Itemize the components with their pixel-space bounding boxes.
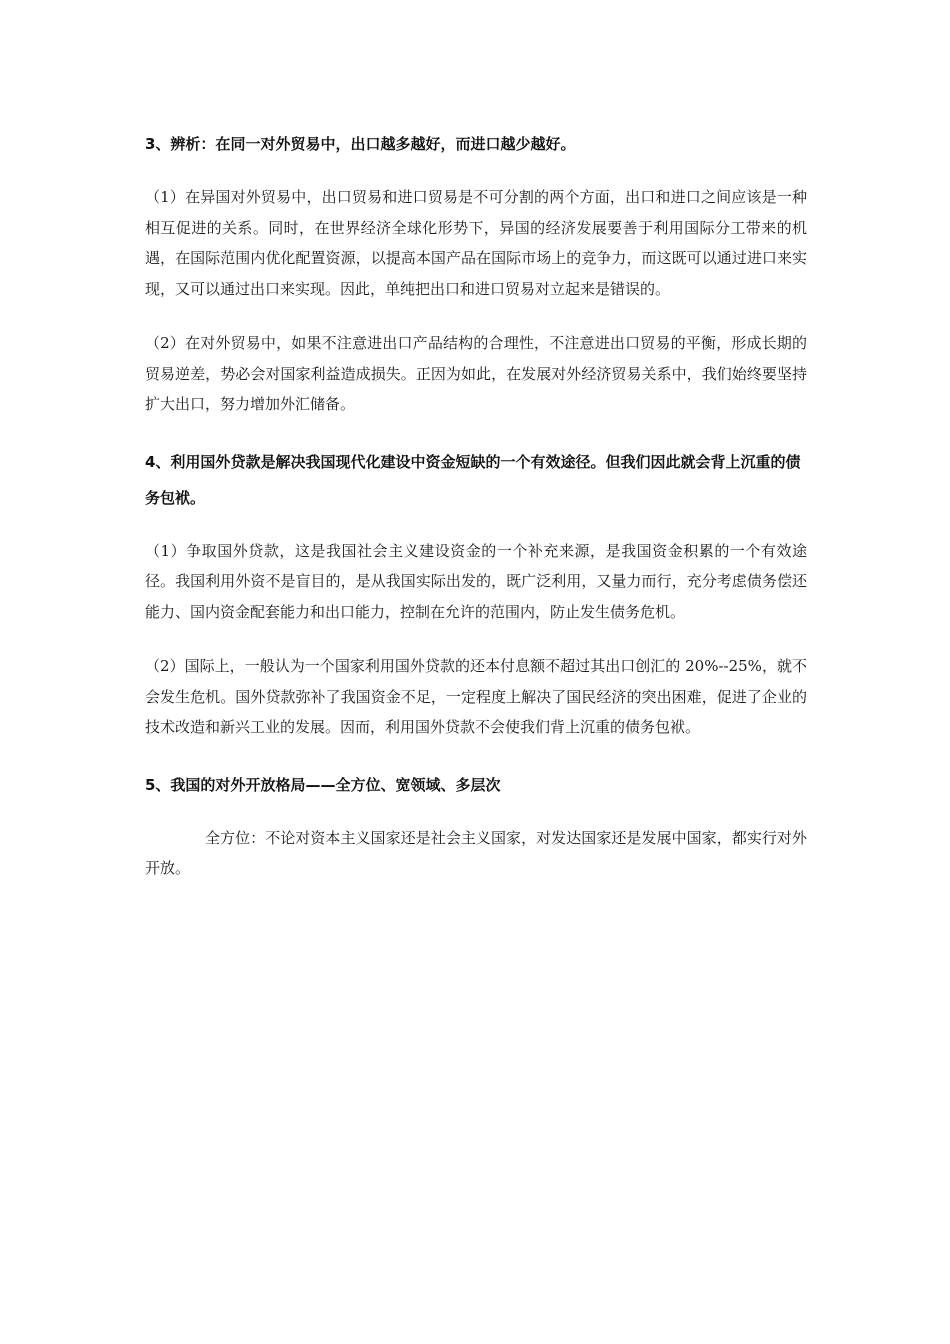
section-4-heading: 4、利用国外贷款是解决我国现代化建设中资金短缺的一个有效途径。但我们因此就会背上沉重的债务包袱。 [145, 452, 801, 507]
section-3-heading: 3、辨析：在同一对外贸易中，出口越多越好，而进口越少越好。 [145, 135, 576, 153]
section-5-heading: 5、我国的对外开放格局——全方位、宽领域、多层次 [145, 775, 501, 794]
section-5-paragraph-1: 全方位：不论对资本主义国家还是社会主义国家，对发达国家还是发展中国家，都实行对外开放。 [145, 828, 807, 877]
document-body [145, 126, 807, 884]
section-3-paragraph-2: （2）在对外贸易中，如果不注意进出口产品结构的合理性，不注意进出口贸易的平衡，形成长期的贸易逆差，势必会对国家利益造成损失。正因为如此，在发展对外经济贸易关系中，我们始终要坚持扩大出口，努力增加外汇储备。 [145, 334, 807, 413]
section-4-paragraph-2: （2）国际上，一般认为一个国家利用国外贷款的还本付息额不超过其出口创汇的 20%--25%，就不会发生危机。国外贷款弥补了我国资金不足，一定程度上解决了国民经济的突出困难，促进了企业的技术改造和新兴工业的发展。因而，利用国外贷款不会使我们背上沉重的债务包袱。 [145, 657, 807, 736]
section-3-paragraph-1: （1）在异国对外贸易中，出口贸易和进口贸易是不可分割的两个方面，出口和进口之间应该是一种相互促进的关系。同时，在世界经济全球化形势下，异国的经济发展要善于利用国际分工带来的机遇，在国际范围内优化配置资源，以提高本国产品在国际市场上的竞争力，而这既可以通过进口来实现，又可以通过出口来实现。因此，单纯把出口和进口贸易对立起来是错误的。 [145, 188, 807, 298]
section-4-paragraph-1: （1）争取国外贷款，这是我国社会主义建设资金的一个补充来源，是我国资金积累的一个有效途径。我国利用外资不是盲目的，是从我国实际出发的，既广泛利用，又量力而行，充分考虑债务偿还能力、国内资金配套能力和出口能力，控制在允许的范围内，防止发生债务危机。 [145, 541, 807, 621]
